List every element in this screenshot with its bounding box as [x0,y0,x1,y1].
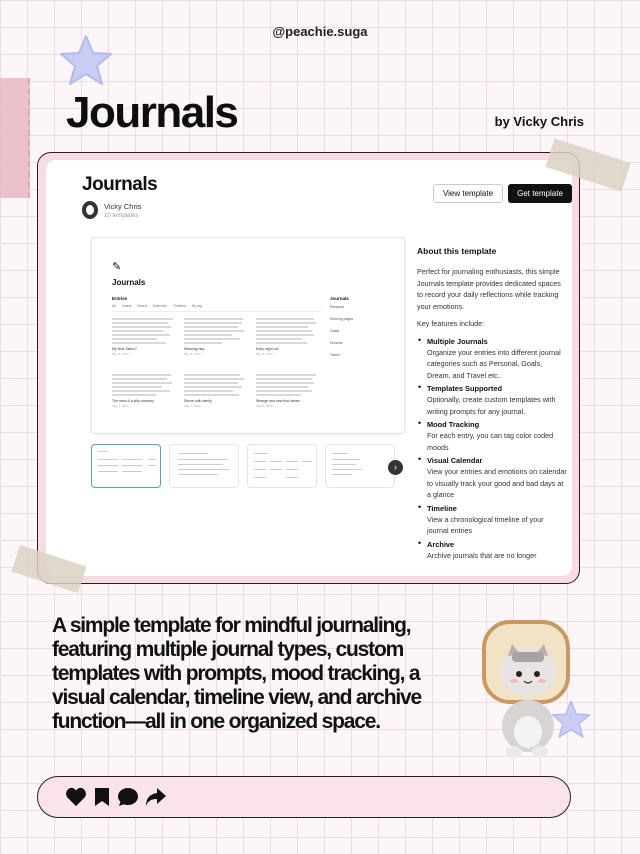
template-page [46,160,572,576]
sidebar-item: Goals [330,329,340,333]
page-title: Journals [66,88,238,137]
preview-entry-card [184,374,248,408]
comment-icon[interactable] [117,787,139,807]
about-section [417,246,567,563]
username-handle: @peachie.suga [272,24,368,39]
feature-description: Optionally, create custom templates with writing prompts for any journal. [427,395,556,416]
thumbnail[interactable] [247,444,317,488]
feature-title: • Templates Supported [427,384,503,393]
byline: by Vicky Chris [494,114,584,129]
share-icon[interactable] [145,787,167,807]
entry-title: My Nick Tattoo? [112,346,137,351]
feature-item [417,336,567,382]
preview-entry-card [184,318,248,356]
feature-item [417,503,567,537]
bookmark-icon[interactable] [93,787,111,807]
feature-item [417,383,567,417]
sidebar-item: Travel [330,353,340,357]
entry-date: May 8, 2023 [112,351,129,356]
about-intro: Perfect for journaling enthusiasts, this simple Journals template provides dedicated spaces to record your daily reflections while tracking your emotions. [417,267,561,311]
feature-description: Archive journals that are no longer [427,550,537,560]
entry-date: May 8, 2023 [184,351,201,356]
template-title: Journals [82,174,158,195]
pencil-icon: ✎ [112,261,122,273]
entry-date: May 7, 2023 [184,403,201,408]
thumbnail[interactable] [325,444,395,488]
thumbnail[interactable] [91,444,161,488]
preview-tab: All [112,304,116,308]
action-bar [37,776,571,818]
preview-thumbnails [91,444,395,488]
entry-title: Strange and new first dream [256,398,300,403]
feature-title: • Multiple Journals [427,336,488,346]
sidebar-item: Dreams [330,341,343,345]
feature-description: Organize your entries into different journal categories such as Personal, Goals, Dream, and Travel etc.. [427,347,561,380]
preview-journals-sidebar [330,296,390,365]
feature-description: View a chronological timeline of your journal entries [427,514,544,535]
preview-tab: Timeline [173,304,187,308]
feature-description: For each entry, you can tag color coded moods [427,431,554,452]
preview-entry-card [112,318,176,356]
preview-tabs [112,304,202,308]
key-features-label: Key features include: [417,319,485,328]
feature-title: • Archive [427,539,455,549]
thumbnail[interactable] [169,444,239,488]
next-thumbnail-button[interactable]: › [388,460,403,475]
feature-title: • Visual Calendar [427,456,483,465]
feature-item [417,539,567,562]
caption-text: A simple template for mindful journaling, featuring multiple journal types, custom templates with prompts, mood tracking, a visual calendar, timeline view, and archive function—all in one organized space. [52,614,421,733]
preview-title: Journals [112,278,146,287]
entry-date: May 6, 2023 [256,403,273,408]
template-card [37,152,580,584]
preview-tab: Calendar [152,304,167,308]
feature-item [417,419,567,453]
feature-description: View your entries and emotions on calendar to visually track your good and bad days at a glance [427,467,567,499]
heart-icon[interactable] [65,787,87,807]
sidebar-item: Morning pages [330,317,354,321]
preview-tab: Latest [121,304,132,308]
preview-entry-card [256,374,320,408]
entry-title: Relaxing day [184,346,205,351]
preview-entry-card [256,318,320,356]
preview-tab: By tag [192,304,203,308]
preview-entry-card [112,374,176,408]
sidebar-item: Personal [330,305,344,309]
author-info[interactable] [82,201,141,219]
feature-title: • Mood Tracking [427,420,480,429]
author-template-count: 10 templates [104,212,139,219]
preview-tab: Board [137,304,147,308]
sidebar-title: Journals [330,296,349,301]
feature-item [417,455,567,501]
avatar [82,201,98,219]
entry-title: The meal & a silly courtesy [112,398,154,403]
get-template-button[interactable]: Get template [508,184,572,203]
entry-date: May 8, 2023 [256,351,273,356]
entry-title: Dinner with family [184,398,212,403]
entry-date: May 7, 2023 [112,403,129,408]
view-template-button[interactable]: View template [433,184,503,203]
pink-washi-tape [0,78,30,198]
star-icon [58,34,114,88]
entry-title: Early night out [256,346,279,351]
feature-title: • Timeline [427,503,457,513]
cat-toast-plush-icon [474,614,584,764]
template-preview[interactable] [91,237,405,434]
about-heading: About this template [417,246,497,256]
author-name: Vicky Chris [104,201,142,211]
preview-entries-label: Entries [112,296,128,301]
